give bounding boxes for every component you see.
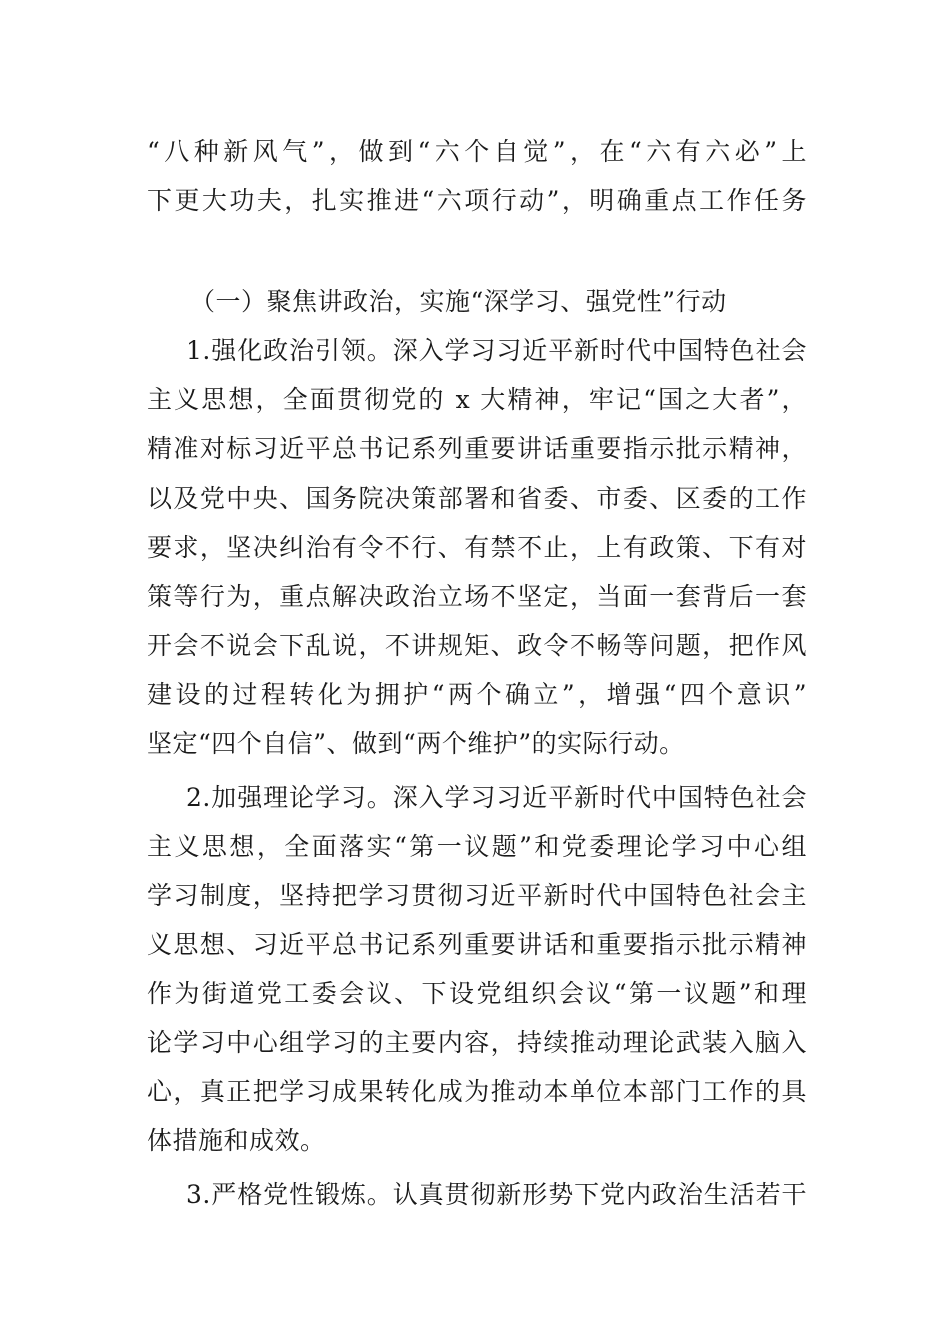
paragraph-1-line-1: 1.强化政治引领。深入学习习近平新时代中国特色社会 (186, 336, 807, 365)
paragraph-2-line-8: 体措施和成效。 (147, 1126, 326, 1155)
intro-line-2: 下更大功夫，扎实推进“六项行动”，明确重点工作任务 (147, 186, 807, 215)
paragraph-1-line-9: 坚定“四个自信”、做到“两个维护”的实际行动。 (147, 729, 685, 758)
paragraph-1-line-7: 开会不说会下乱说，不讲规矩、政令不畅等问题，把作风 (147, 631, 807, 660)
paragraph-2-line-4: 义思想、习近平总书记系列重要讲话和重要指示批示精神 (147, 930, 807, 959)
paragraph-2-line-5: 作为街道党工委会议、下设党组织会议“第一议题”和理 (147, 979, 807, 1008)
paragraph-2-line-3: 学习制度，坚持把学习贯彻习近平新时代中国特色社会主 (147, 881, 807, 910)
paragraph-1-line-6: 策等行为，重点解决政治立场不坚定，当面一套背后一套 (147, 582, 807, 611)
paragraph-2-line-1: 2.加强理论学习。深入学习习近平新时代中国特色社会 (186, 783, 807, 812)
paragraph-1-line-3: 精准对标习近平总书记系列重要讲话重要指示批示精神， (147, 434, 807, 463)
paragraph-1-line-4: 以及党中央、国务院决策部署和省委、市委、区委的工作 (147, 484, 807, 513)
paragraph-1-line-5: 要求，坚决纠治有令不行、有禁不止，上有政策、下有对 (147, 533, 807, 562)
paragraph-2-line-2: 主义思想，全面落实“第一议题”和党委理论学习中心组 (147, 832, 807, 861)
paragraph-3-line-1: 3.严格党性锻炼。认真贯彻新形势下党内政治生活若干 (186, 1180, 807, 1209)
paragraph-1-line-8: 建设的过程转化为拥护“两个确立”，增强“四个意识” (147, 680, 807, 709)
paragraph-2-line-6: 论学习中心组学习的主要内容，持续推动理论武装入脑入 (147, 1028, 807, 1057)
intro-line-1: “八种新风气”，做到“六个自觉”，在“六有六必”上 (147, 137, 807, 166)
section-heading: （一）聚焦讲政治，实施“深学习、强党性”行动 (190, 287, 727, 316)
paragraph-1-line-2: 主义思想，全面贯彻党的 x 大精神，牢记“国之大者”， (147, 385, 807, 414)
paragraph-2-line-7: 心，真正把学习成果转化成为推动本单位本部门工作的具 (147, 1077, 807, 1106)
